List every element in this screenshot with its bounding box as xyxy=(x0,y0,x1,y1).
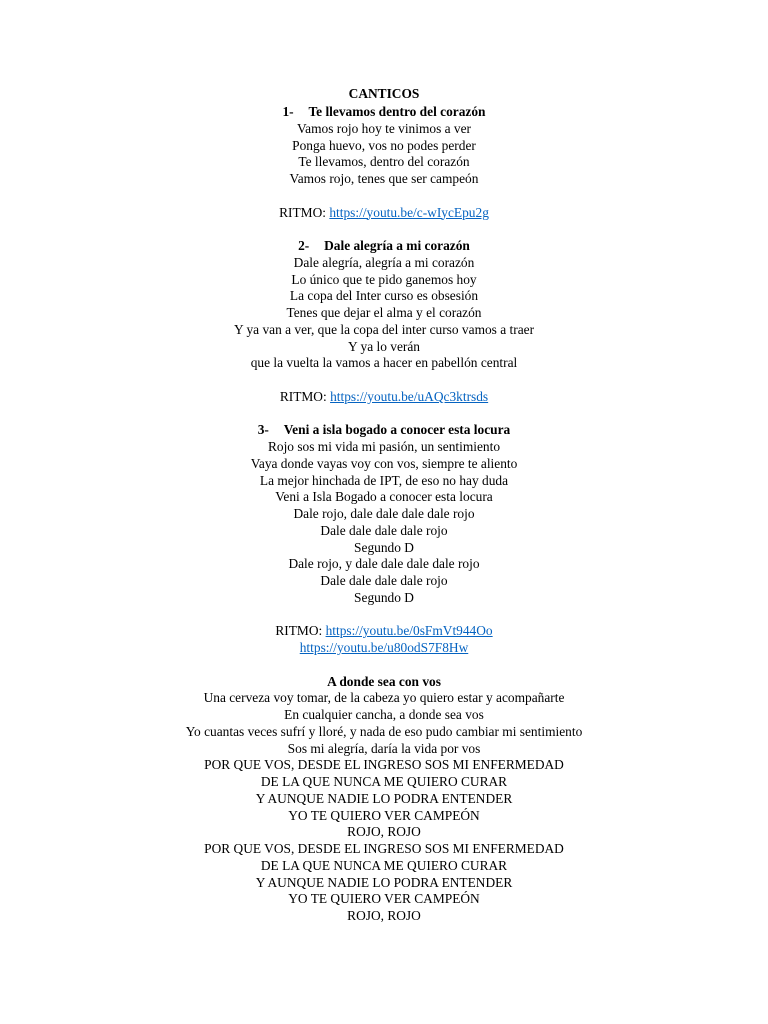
spacer xyxy=(0,188,768,205)
lyric-line: Dale alegría, alegría a mi corazón xyxy=(293,254,475,270)
lyric-line: ROJO, ROJO xyxy=(347,824,421,840)
rhythm-link[interactable]: https://youtu.be/uAQc3ktrsds xyxy=(330,388,489,404)
spacer xyxy=(0,221,768,238)
ritmo-label: RITMO: xyxy=(279,388,327,404)
lyric-line: YO TE QUIERO VER CAMPEÓN xyxy=(288,807,480,823)
lyric-line: Vaya donde vayas voy con vos, siempre te aliento xyxy=(250,455,518,471)
lyric-line: POR QUE VOS, DESDE EL INGRESO SOS MI ENFERMEDAD xyxy=(204,841,564,856)
song-number: 3- xyxy=(257,422,269,438)
lyric-line: Tenes que dejar el alma y el corazón xyxy=(286,305,482,320)
lyric-line: La mejor hinchada de IPT, de eso no hay duda xyxy=(259,472,509,488)
lyric-line: Segundo D xyxy=(354,539,414,555)
lyric-line: Y AUNQUE NADIE LO PODRA ENTENDER xyxy=(255,874,513,890)
ritmo-line xyxy=(0,640,768,657)
song-heading xyxy=(0,238,768,255)
lyric-line: ROJO, ROJO xyxy=(347,908,421,923)
lyric-line: Sos mi alegría, daría la vida por vos xyxy=(287,740,481,756)
lyric-line: Te llevamos, dentro del corazón xyxy=(298,154,470,170)
lyric-line: Dale dale dale dale rojo xyxy=(320,573,448,588)
lyric-line: Ponga huevo, vos no podes perder xyxy=(292,137,476,153)
lyric-line: Veni a Isla Bogado a conocer esta locura xyxy=(275,489,493,505)
lyric-line: POR QUE VOS, DESDE EL INGRESO SOS MI ENFERMEDAD xyxy=(204,757,564,773)
lyric-line: Yo cuantas veces sufrí y lloré, y nada de eso pudo cambiar mi sentimiento xyxy=(185,723,583,739)
lyric-line: DE LA QUE NUNCA ME QUIERO CURAR xyxy=(260,857,508,873)
lyric-line: YO TE QUIERO VER CAMPEÓN xyxy=(288,891,480,907)
lyric-line: Y ya van a ver, que la copa del inter curso vamos a traer xyxy=(233,321,535,337)
lyric-line: Segundo D xyxy=(354,589,414,605)
lyric-line: Y ya lo verán xyxy=(347,338,420,354)
ritmo-label: RITMO: xyxy=(275,623,323,639)
spacer xyxy=(0,372,768,389)
ritmo-line xyxy=(0,623,768,640)
lyric-line: DE LA QUE NUNCA ME QUIERO CURAR xyxy=(260,774,508,789)
song-heading xyxy=(0,104,768,121)
lyric-line: Dale dale dale dale rojo xyxy=(320,522,448,538)
song-title: Veni a isla bogado a conocer esta locura xyxy=(283,422,511,438)
rhythm-link[interactable]: https://youtu.be/u80odS7F8Hw xyxy=(299,640,469,655)
spacer xyxy=(0,607,768,624)
ritmo-label: RITMO: xyxy=(279,204,326,220)
lyric-line: Rojo sos mi vida mi pasión, un sentimiento xyxy=(267,439,501,454)
rhythm-link[interactable]: https://youtu.be/0sFmVt944Oo xyxy=(325,623,493,639)
song-number: 1- xyxy=(282,104,294,119)
lyric-line: que la vuelta la vamos a hacer en pabellón central xyxy=(250,355,518,371)
lyric-line: Una cerveza voy tomar, de la cabeza yo quiero estar y acompañarte xyxy=(203,690,565,706)
song-title: Dale alegría a mi corazón xyxy=(324,238,470,253)
lyric-line: En cualquier cancha, a donde sea vos xyxy=(284,707,484,722)
spacer xyxy=(0,657,768,674)
lyric-line: Dale rojo, dale dale dale dale rojo xyxy=(293,506,475,521)
spacer xyxy=(0,406,768,423)
song-number: 2- xyxy=(298,238,310,253)
ritmo-line xyxy=(0,205,768,222)
ritmo-line xyxy=(0,389,768,406)
lyric-line: Y AUNQUE NADIE LO PODRA ENTENDER xyxy=(255,790,513,806)
document-title: CANTICOS xyxy=(348,86,420,101)
lyric-line: La copa del Inter curso es obsesión xyxy=(289,288,479,304)
song-heading xyxy=(0,422,768,439)
song-title: Te llevamos dentro del corazón xyxy=(308,104,486,119)
song-heading: A donde sea con vos xyxy=(327,673,441,689)
lyric-line: Dale rojo, y dale dale dale dale rojo xyxy=(288,556,480,572)
document-page xyxy=(0,84,768,925)
lyric-line: Lo único que te pido ganemos hoy xyxy=(291,271,477,287)
rhythm-link[interactable]: https://youtu.be/c-wIycEpu2g xyxy=(329,204,489,220)
lyric-line: Vamos rojo, tenes que ser campeón xyxy=(289,171,479,186)
lyric-line: Vamos rojo hoy te vinimos a ver xyxy=(296,120,472,136)
